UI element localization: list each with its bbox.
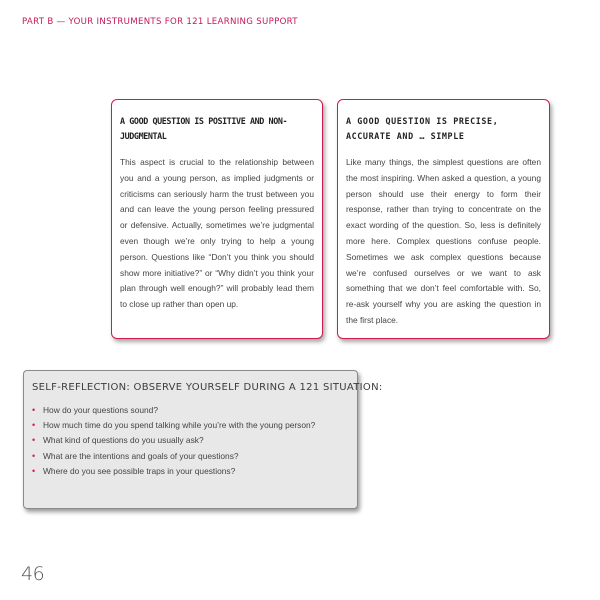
list-item-text: Where do you see possible traps in your questions? (43, 465, 236, 476)
page-number: 46 (21, 563, 45, 585)
card-title: A GOOD QUESTION IS POSITIVE AND NON-JUDGMENTAL (120, 116, 288, 141)
self-reflection-box (23, 370, 383, 509)
self-reflection-title: SELF-REFLECTION: OBSERVE YOURSELF DURING A 121 SITUATION: (32, 382, 383, 393)
bullet-icon: • (32, 420, 36, 431)
list-item-text: What are the intentions and goals of your questions? (43, 450, 239, 461)
card-precise-accurate-simple (337, 99, 550, 339)
card-title: A GOOD QUESTION IS PRECISE, ACCURATE AND … SIMPLE (346, 116, 499, 141)
bullet-icon: • (32, 450, 36, 461)
list-item (32, 433, 349, 448)
card-body-text: Like many things, the simplest questions are often the most inspiring. When asked a question, a young person should use their energy to form their response, rather than trying to concentrate on the exact wording of the question. So, less is definitely more here. Complex questions confuse people. Sometimes we ask complex questions because we’re confused ourselves or we want to ask something that we don’t feel comfortable with. So, re-ask yourself why you are asking the question in the first place. (346, 157, 541, 325)
bullet-icon: • (32, 465, 36, 476)
list-item-text: How much time do you spend talking while you’re with the young person? (43, 420, 316, 431)
list-item-text: What kind of questions do you usually ask? (43, 435, 204, 446)
list-item-text: How do your questions sound? (43, 405, 158, 415)
self-reflection-list (32, 403, 349, 479)
bullet-icon: • (32, 435, 36, 446)
card-body-text: This aspect is crucial to the relationship between you and a young person, as implied judgments or criticisms can seriously harm the trust between you and can leave the young person feeling pressured or defensive. Actually, sometimes we’re judgmental even though we’re only trying to help a young person. Questions like “Don’t you think you should show more initiative?” or “Why didn’t you think your plan through well enough?” will probably lead them to close up rather than open up. (120, 157, 314, 310)
list-item (32, 449, 349, 464)
list-item (32, 403, 349, 418)
running-header: PART B — YOUR INSTRUMENTS FOR 121 LEARNING SUPPORT (22, 17, 298, 27)
card-positive-non-judgmental (111, 99, 323, 339)
list-item (32, 418, 349, 433)
list-item (32, 464, 349, 479)
bullet-icon: • (32, 405, 36, 415)
